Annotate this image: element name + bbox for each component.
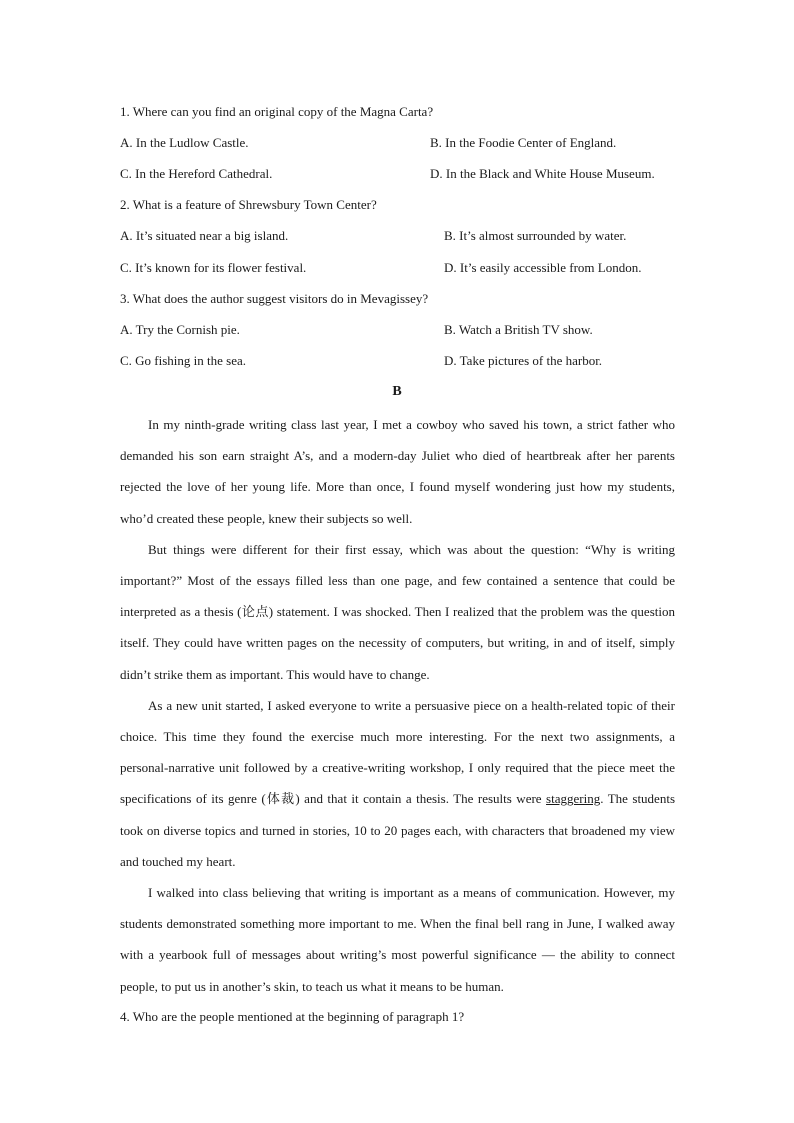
question-3-option-a: A. Try the Cornish pie. <box>120 322 240 337</box>
question-2-stem: 2. What is a feature of Shrewsbury Town Center? <box>120 197 377 212</box>
question-3-option-b: B. Watch a British TV show. <box>444 322 593 337</box>
paragraph-1: In my ninth-grade writing class last year, I met a cowboy who saved his town, a strict father who demanded his son earn straight A’s, and a modern-day Juliet who died of heartbreak after her parents rejected the love of her young life. More than once, I found myself wondering just how my students, who’d created these people, knew their subjects so well. <box>120 417 675 526</box>
question-4-stem: 4. Who are the people mentioned at the beginning of paragraph 1? <box>120 1009 465 1024</box>
question-2-option-c: C. It’s known for its flower festival. <box>120 260 307 275</box>
question-2-option-a: A. It’s situated near a big island. <box>120 228 289 243</box>
section-b-heading: B <box>392 384 402 399</box>
paragraph-3-text-end: . The students took on diverse topics and turned in stories, 10 to 20 pages each, with characters that broadened my view and touched my heart. <box>120 791 675 869</box>
question-3-option-c: C. Go fishing in the sea. <box>120 353 247 368</box>
paragraph-3 <box>120 690 675 877</box>
question-2-option-b: B. It’s almost surrounded by water. <box>444 228 627 243</box>
paragraph-3-text-start: As a new unit started, I asked everyone to write a persuasive piece on a health-related topic of their choice. This time they found the exercise much more interesting. For the next two assignments, a personal-narrative unit followed by a creative-writing workshop, I only required that the piece meet the specifications of its genre (体裁) and that it contain a thesis. The results were <box>120 697 675 807</box>
paragraph-2: But things were different for their first essay, which was about the question: “Why is writing important?” Most of the essays filled less than one page, and few contained a sentence that could be interpreted as a thesis (论点) statement. I was shocked. Then I realized that the problem was the question itself. They could have written pages on the necessity of computers, but writing, in and of itself, simply didn’t strike them as important. This would have to change. <box>120 541 675 682</box>
question-3-stem: 3. What does the author suggest visitors do in Mevagissey? <box>120 291 429 306</box>
question-1-option-a: A. In the Ludlow Castle. <box>120 135 249 150</box>
paragraph-4: I walked into class believing that writing is important as a means of communication. However, my students demonstrated something more important to me. When the final bell rang in June, I walked away with a yearbook full of messages about writing’s most powerful significance — the ability to connect people, to put us in another’s skin, to teach us what it means to be human. <box>120 885 675 994</box>
question-2-option-d: D. It’s easily accessible from London. <box>444 260 642 275</box>
question-1-stem: 1. Where can you find an original copy of the Magna Carta? <box>120 104 434 119</box>
question-1-option-d: D. In the Black and White House Museum. <box>430 166 655 181</box>
underlined-word: staggering <box>546 791 601 807</box>
passage <box>120 409 675 1002</box>
question-1-option-c: C. In the Hereford Cathedral. <box>120 166 273 181</box>
question-3-option-d: D. Take pictures of the harbor. <box>444 353 603 368</box>
question-1-option-b: B. In the Foodie Center of England. <box>430 135 617 150</box>
